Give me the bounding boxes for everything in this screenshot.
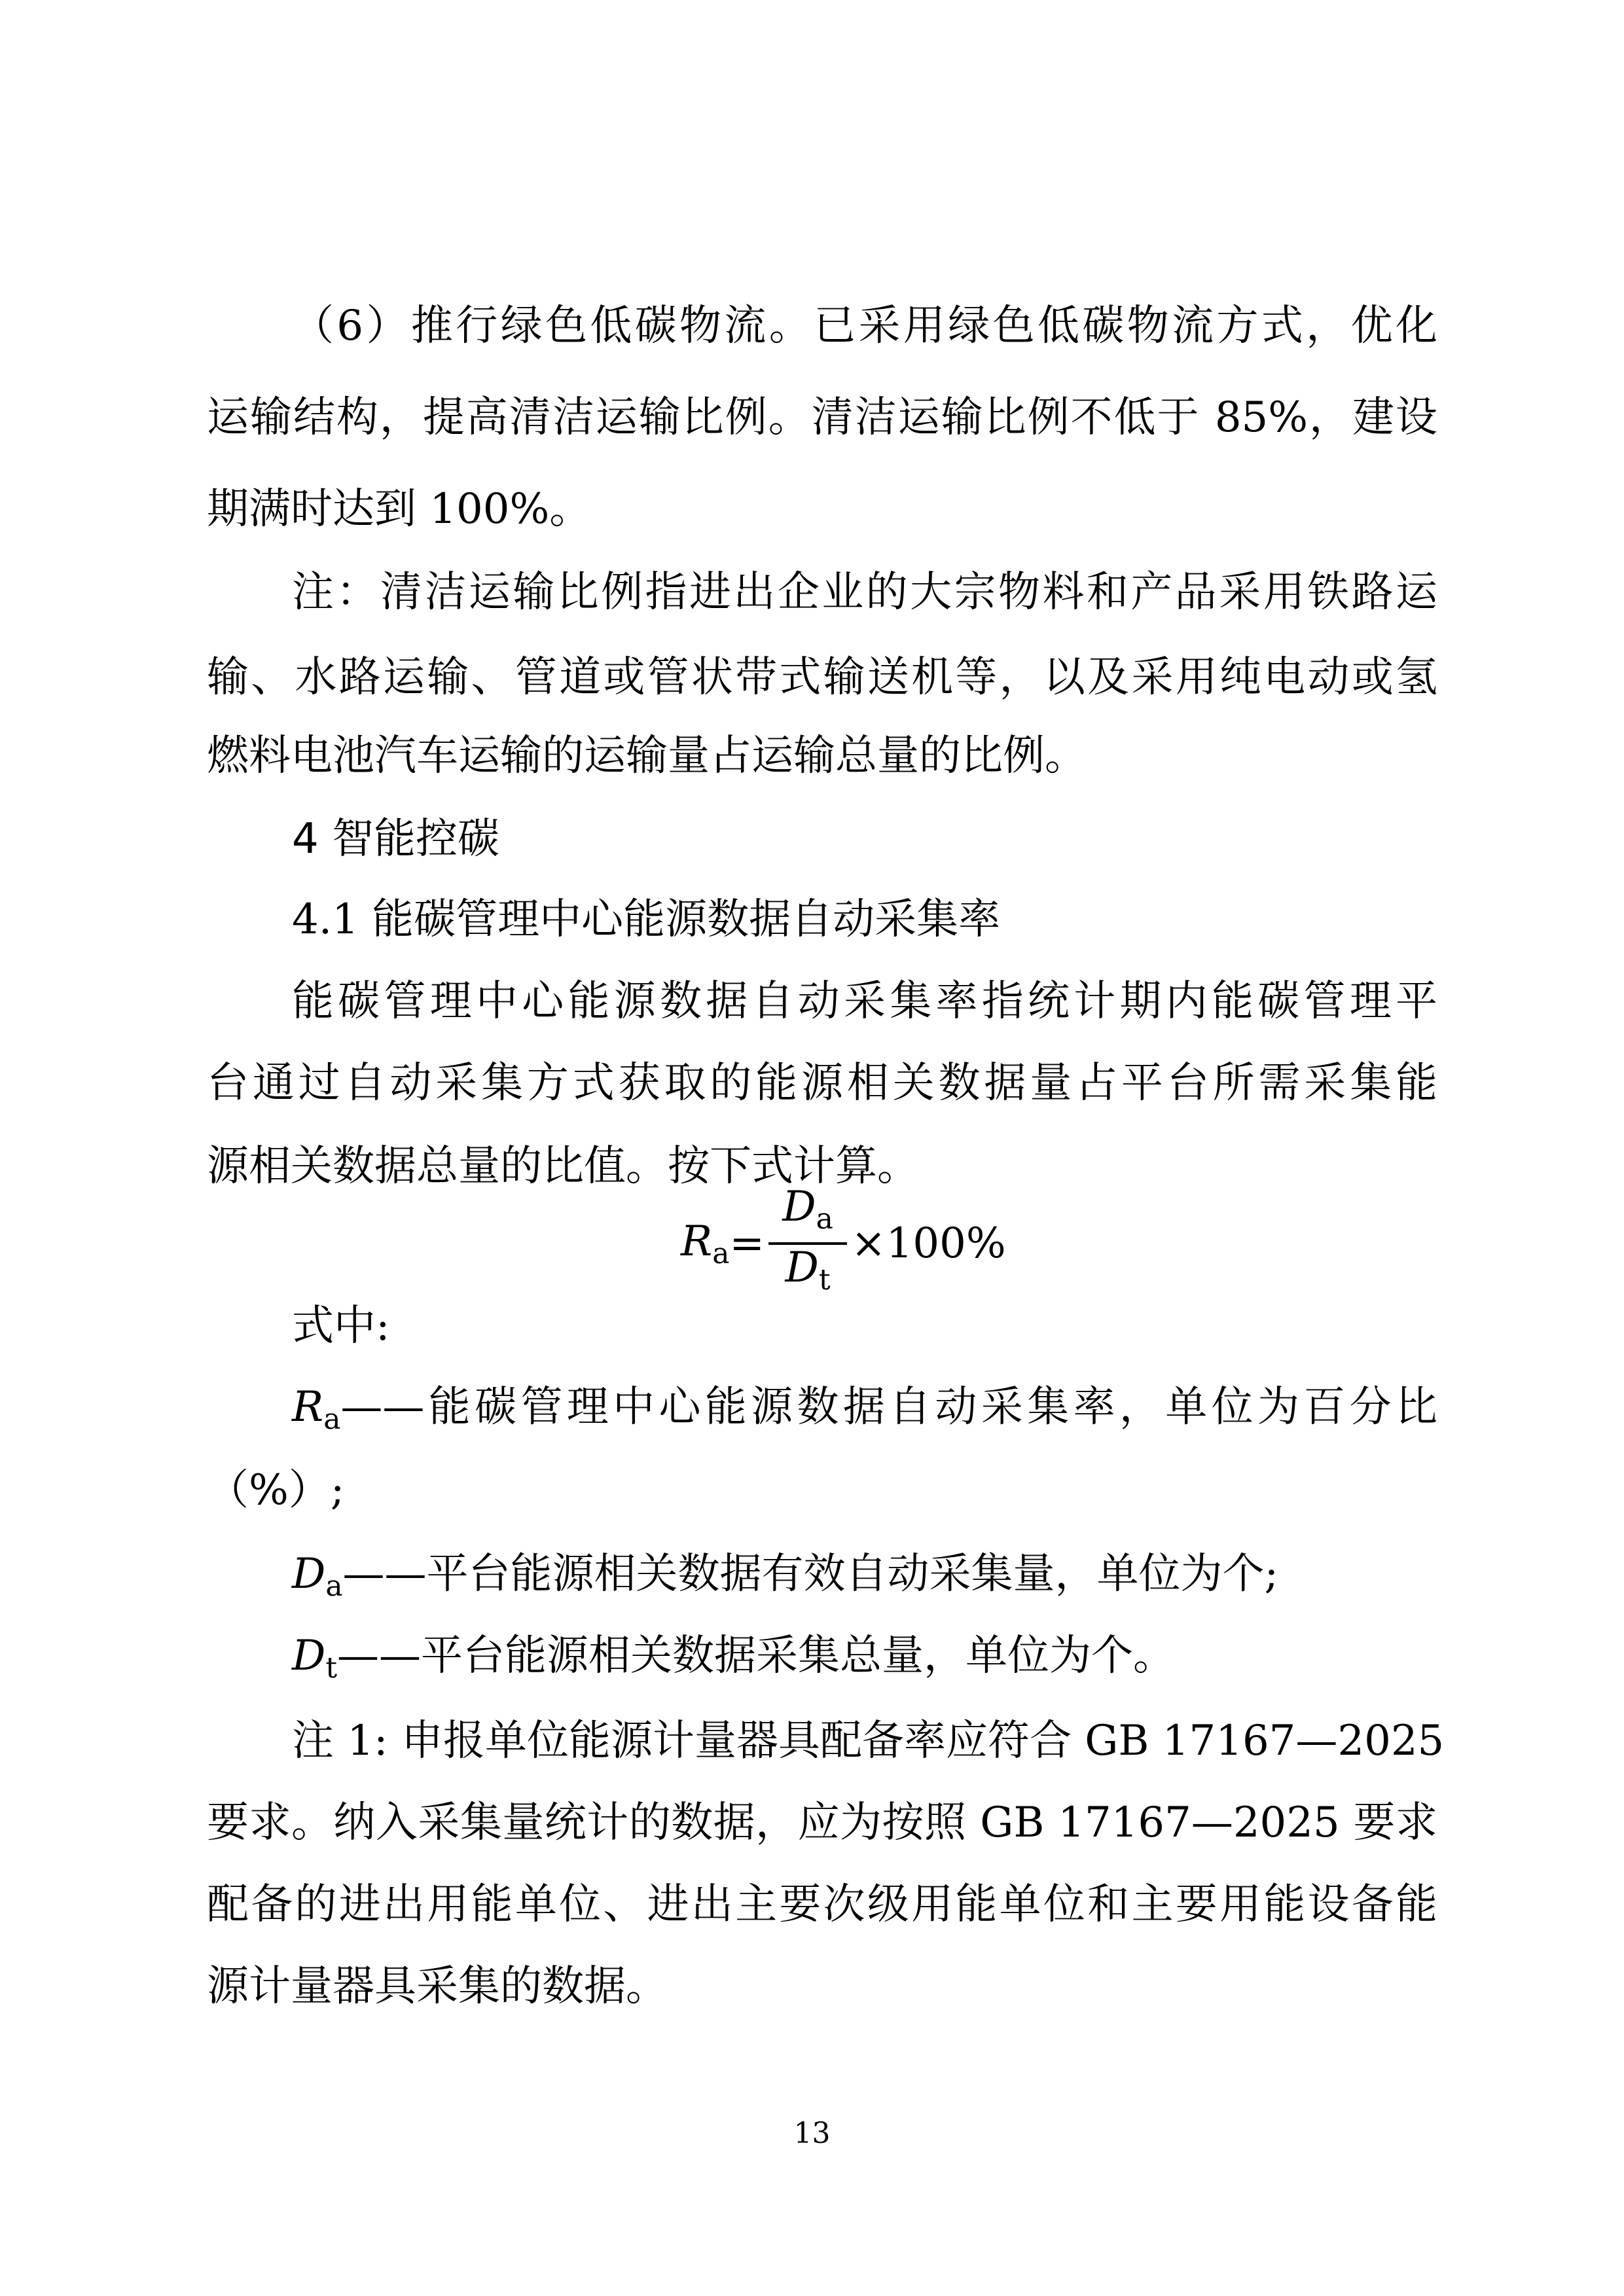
section-4-1-heading: 4.1 能碳管理中心能源数据自动采集率	[292, 895, 1001, 944]
variable-ra-line-2: （%）;	[207, 1466, 345, 1515]
note-transport-line-3: 燃料电池汽车运输的运输量占运输总量的比例。	[207, 732, 1087, 780]
formula	[681, 1178, 1047, 1309]
definition-line-1: 能碳管理中心能源数据自动采集率指统计期内能碳管理平	[292, 977, 1437, 1026]
note-transport-line-1: 注：清洁运输比例指进出企业的大宗物料和产品采用铁路运	[292, 568, 1437, 617]
para6-line-2: 运输结构，提高清洁运输比例。清洁运输比例不低于 85%，建设	[207, 393, 1437, 442]
page-number: 13	[793, 2117, 831, 2150]
formula-numerator: $D_a$	[782, 1183, 833, 1236]
para6-line-1: （6）推行绿色低碳物流。已采用绿色低碳物流方式，优化	[292, 302, 1437, 350]
formula-multiplier: ×100%	[851, 1219, 1006, 1268]
variable-ra-line-1: $R_a——$能碳管理中心能源数据自动采集率，单位为百分比	[292, 1383, 1437, 1436]
note1-line-4: 源计量器具采集的数据。	[207, 1962, 668, 2011]
formula-equals: =	[729, 1219, 765, 1268]
formula-lhs: $R_a$	[681, 1217, 730, 1270]
definition-line-3: 源相关数据总量的比值。按下式计算。	[207, 1142, 919, 1191]
variable-da-line: $D_a——$平台能源相关数据有效自动采集量，单位为个;	[292, 1550, 1279, 1603]
note1-line-3: 配备的进出用能单位、进出主要次级用能单位和主要用能设备能	[207, 1880, 1437, 1929]
note1-line-1: 注 1: 申报单位能源计量器具配备率应符合 GB 17167—2025	[292, 1717, 1445, 1765]
section-4-heading: 4 智能控碳	[292, 815, 500, 863]
variable-dt-line: $D_t——$平台能源相关数据采集总量，单位为个。	[292, 1632, 1175, 1685]
formula-fraction	[768, 1184, 847, 1303]
para6-line-3: 期满时达到 100%。	[207, 485, 592, 533]
formula-denominator: $D_t$	[785, 1244, 831, 1297]
note1-line-2: 要求。纳入采集量统计的数据，应为按照 GB 17167—2025 要求	[207, 1799, 1437, 1847]
definition-line-2: 台通过自动采集方式获取的能源相关数据量占平台所需采集能	[207, 1059, 1437, 1107]
note-transport-line-2: 输、水路运输、管道或管状带式输送机等，以及采用纯电动或氢	[207, 653, 1437, 702]
where-label: 式中:	[292, 1302, 390, 1350]
